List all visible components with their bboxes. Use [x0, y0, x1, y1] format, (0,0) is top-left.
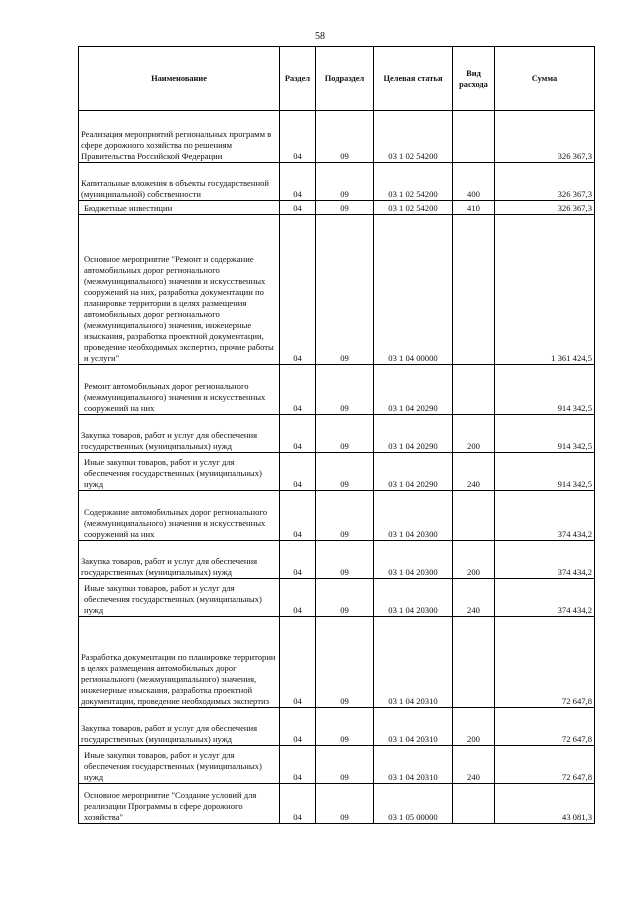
- cell-subsection: 09: [316, 163, 374, 201]
- cell-section: 04: [280, 215, 316, 365]
- header-target: Целевая статья: [374, 47, 453, 111]
- table-row: [79, 163, 595, 201]
- cell-target: 03 1 04 20310: [374, 746, 453, 784]
- cell-expense-type: [453, 111, 495, 163]
- cell-section: 04: [280, 201, 316, 215]
- table-row: [79, 746, 595, 784]
- table-row: [79, 215, 595, 365]
- cell-name: Закупка товаров, работ и услуг для обеспечения государственных (муниципальных) нужд: [79, 415, 280, 453]
- cell-section: 04: [280, 111, 316, 163]
- header-amount: Сумма: [495, 47, 595, 111]
- cell-name: Содержание автомобильных дорог регионального (межмуниципального) значения и искусственных сооружений на них: [79, 491, 280, 541]
- cell-amount: 374 434,2: [495, 491, 595, 541]
- cell-subsection: 09: [316, 617, 374, 708]
- cell-subsection: 09: [316, 579, 374, 617]
- cell-target: 03 1 04 20310: [374, 617, 453, 708]
- cell-expense-type: 240: [453, 746, 495, 784]
- cell-expense-type: 200: [453, 541, 495, 579]
- cell-amount: 72 647,8: [495, 708, 595, 746]
- cell-amount: 374 434,2: [495, 541, 595, 579]
- cell-subsection: 09: [316, 201, 374, 215]
- cell-expense-type: 200: [453, 415, 495, 453]
- cell-section: 04: [280, 491, 316, 541]
- cell-section: 04: [280, 453, 316, 491]
- cell-amount: 43 081,3: [495, 784, 595, 824]
- page-number: 58: [315, 31, 325, 42]
- table-row: [79, 617, 595, 708]
- table-row: [79, 708, 595, 746]
- cell-target: 03 1 05 00000: [374, 784, 453, 824]
- cell-amount: 914 342,5: [495, 415, 595, 453]
- cell-expense-type: [453, 365, 495, 415]
- cell-subsection: 09: [316, 541, 374, 579]
- cell-name: Бюджетные инвестиции: [79, 201, 280, 215]
- cell-expense-type: 240: [453, 453, 495, 491]
- cell-section: 04: [280, 541, 316, 579]
- table-row: [79, 784, 595, 824]
- table-row: [79, 201, 595, 215]
- cell-section: 04: [280, 617, 316, 708]
- table-row: [79, 111, 595, 163]
- table-row: [79, 453, 595, 491]
- cell-target: 03 1 02 54200: [374, 111, 453, 163]
- cell-amount: 326 367,3: [495, 111, 595, 163]
- cell-name: Основное мероприятие "Ремонт и содержание автомобильных дорог регионального (межмуниципального) значения и искусственных сооружений на них, разработка документации по планировке территории в целях размещения автомобильных дорог регионального (межмуниципального) значения, инженерные изыскания, разработка проектной документации, проведение необходимых экспертиз, прочие работы и услуги": [79, 215, 280, 365]
- cell-target: 03 1 04 20300: [374, 579, 453, 617]
- cell-subsection: 09: [316, 453, 374, 491]
- cell-expense-type: 240: [453, 579, 495, 617]
- cell-amount: 72 647,8: [495, 617, 595, 708]
- table-row: [79, 541, 595, 579]
- cell-section: 04: [280, 415, 316, 453]
- cell-section: 04: [280, 163, 316, 201]
- cell-amount: 1 361 424,5: [495, 215, 595, 365]
- cell-amount: 914 342,5: [495, 453, 595, 491]
- cell-subsection: 09: [316, 746, 374, 784]
- cell-expense-type: 400: [453, 163, 495, 201]
- cell-name: Иные закупки товаров, работ и услуг для обеспечения государственных (муниципальных) нужд: [79, 579, 280, 617]
- cell-subsection: 09: [316, 365, 374, 415]
- cell-name: Основное мероприятие "Создание условий для реализации Программы в сфере дорожного хозяйства": [79, 784, 280, 824]
- cell-target: 03 1 04 20310: [374, 708, 453, 746]
- cell-name: Иные закупки товаров, работ и услуг для обеспечения государственных (муниципальных) нужд: [79, 453, 280, 491]
- cell-target: 03 1 04 20290: [374, 365, 453, 415]
- cell-name: Ремонт автомобильных дорог регионального (межмуниципального) значения и искусственных сооружений на них: [79, 365, 280, 415]
- cell-amount: 326 367,3: [495, 163, 595, 201]
- header-section: Раздел: [280, 47, 316, 111]
- cell-expense-type: 410: [453, 201, 495, 215]
- cell-section: 04: [280, 708, 316, 746]
- table-row: [79, 579, 595, 617]
- cell-target: 03 1 04 20290: [374, 453, 453, 491]
- cell-target: 03 1 04 20300: [374, 541, 453, 579]
- cell-expense-type: 200: [453, 708, 495, 746]
- cell-subsection: 09: [316, 491, 374, 541]
- cell-subsection: 09: [316, 111, 374, 163]
- cell-subsection: 09: [316, 215, 374, 365]
- cell-expense-type: [453, 784, 495, 824]
- cell-expense-type: [453, 617, 495, 708]
- cell-section: 04: [280, 579, 316, 617]
- cell-name: Закупка товаров, работ и услуг для обеспечения государственных (муниципальных) нужд: [79, 541, 280, 579]
- cell-name: Разработка документации по планировке территории в целях размещения автомобильных дорог регионального (межмуниципального) значения, инженерные изыскания, разработка проектной документации, проведение необходимых экспертиз: [79, 617, 280, 708]
- cell-section: 04: [280, 365, 316, 415]
- cell-expense-type: [453, 215, 495, 365]
- cell-section: 04: [280, 746, 316, 784]
- cell-amount: 374 434,2: [495, 579, 595, 617]
- cell-section: 04: [280, 784, 316, 824]
- cell-name: Закупка товаров, работ и услуг для обеспечения государственных (муниципальных) нужд: [79, 708, 280, 746]
- cell-target: 03 1 02 54200: [374, 163, 453, 201]
- cell-subsection: 09: [316, 784, 374, 824]
- cell-expense-type: [453, 491, 495, 541]
- table-row: [79, 415, 595, 453]
- cell-subsection: 09: [316, 415, 374, 453]
- cell-target: 03 1 04 20290: [374, 415, 453, 453]
- table-row: [79, 491, 595, 541]
- cell-amount: 326 367,3: [495, 201, 595, 215]
- cell-name: Капитальные вложения в объекты государственной (муниципальной) собственности: [79, 163, 280, 201]
- table-header-row: [79, 47, 595, 111]
- cell-amount: 914 342,5: [495, 365, 595, 415]
- cell-target: 03 1 04 00000: [374, 215, 453, 365]
- cell-name: Иные закупки товаров, работ и услуг для обеспечения государственных (муниципальных) нужд: [79, 746, 280, 784]
- cell-subsection: 09: [316, 708, 374, 746]
- cell-target: 03 1 04 20300: [374, 491, 453, 541]
- cell-name: Реализация мероприятий региональных программ в сфере дорожного хозяйства по решениям Правительства Российской Федерации: [79, 111, 280, 163]
- budget-table: [78, 46, 595, 824]
- table-row: [79, 365, 595, 415]
- cell-amount: 72 647,8: [495, 746, 595, 784]
- cell-target: 03 1 02 54200: [374, 201, 453, 215]
- header-name: Наименование: [79, 47, 280, 111]
- header-expense-type: Вид расхода: [453, 47, 495, 111]
- header-subsection: Подраздел: [316, 47, 374, 111]
